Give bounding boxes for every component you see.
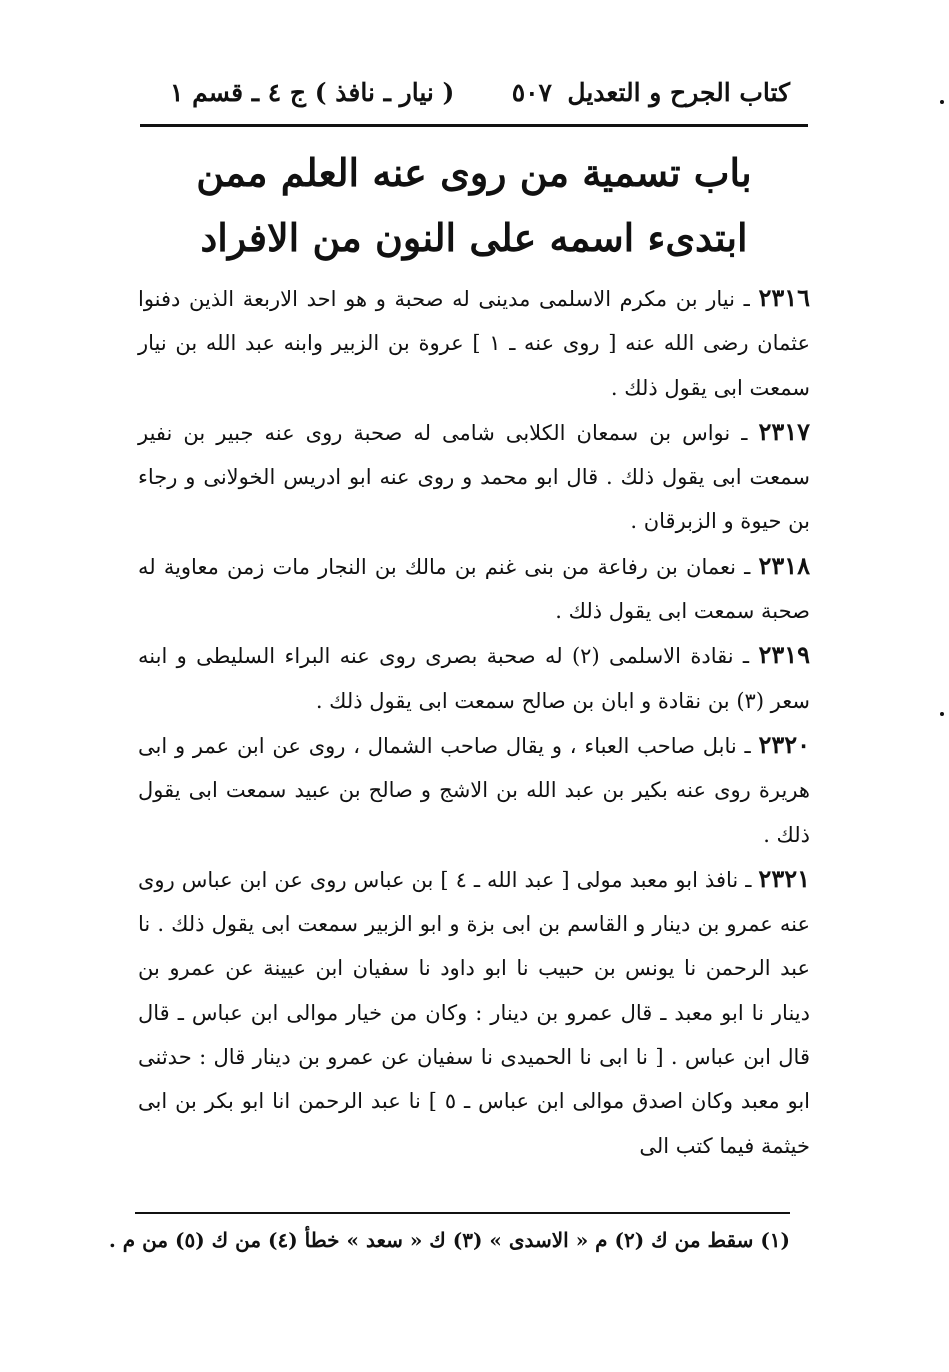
chapter-title-line-1: باب تسمية من روى عنه العلم ممن: [196, 150, 752, 195]
book-title: كتاب الجرح و التعديل: [567, 78, 790, 107]
entry-2319: [138, 633, 810, 723]
entry-text: ـ نابل صاحب العباء ، و يقال صاحب الشمال ، روى عن ابن عمر و ابى هريرة روى عنه بكير بن عبد الله بن الاشج و صالح بن عبيد سمعت ابى يقول ذلك .: [138, 733, 810, 847]
entry-number: ٢٣١٦: [758, 283, 810, 312]
entry-2320: [138, 723, 810, 857]
entry-text: ـ نيار بن مكرم الاسلمى مدينى له صحبة و هو احد الاربعة الذين دفنوا عثمان رضى الله عنه [ روى عنه ـ ١ ] عروة بن الزبير وابنه عبد الله بن نيار سمعت ابى يقول ذلك .: [138, 287, 810, 400]
entry-number: ٢٣١٨: [758, 550, 810, 580]
scan-speck: [940, 100, 944, 104]
entry-text: ـ نافذ ابو معبد مولى [ عبد الله ـ ٤ ] بن عباس روى عن ابن عباس روى عنه عمرو بن دينار و القاسم بن ابى بزة و ابو الزبير سمعت ابى يقول ذلك . نا عبد الرحمن نا يونس بن حبيب نا ابو داود نا سفيان ابن عيينة عن عمرو بن دينار نا ابو معبد ـ قال عمرو بن دينار : وكان من خيار موالى ابن عباس ـ قال قال ابن عباس . [ نا ابى نا الحميدى نا سفيان عن عمرو بن دينار قال : حدثنى ابو معبد وكان اصدق موالى ابن عباس ـ ٥ ] نا عبد الرحمن انا ابو بكر بن ابى خيثمة فيما كتب الى: [138, 867, 810, 1158]
header-rule: [140, 124, 808, 127]
chapter-title-line-2: ابتدىء اسمه على النون من الافراد: [200, 215, 748, 260]
footnotes: (١) سقط من ك (٢) م « الاسدى » (٣) ك « سعد » خطأ (٤) من ك (٥) من م .: [108, 1228, 790, 1252]
entry-2321: [138, 857, 810, 1168]
entry-number: ٢٣٢٠: [758, 729, 810, 759]
entry-2318: [138, 544, 810, 634]
entry-text: ـ نقادة الاسلمى (٢) له صحبة بصرى روى عنه البراء السليطى و ابنه سعر (٣) بن نقادة و ابان بن صالح سمعت ابى يقول ذلك .: [138, 644, 810, 713]
page-number: ٥٠٧: [511, 78, 552, 107]
entry-number: ٢٣١٧: [758, 416, 810, 446]
entry-2316: [138, 276, 810, 410]
entry-number: ٢٣٢١: [758, 863, 810, 893]
running-header: [170, 78, 790, 118]
section-info: ( نيار ـ نافذ ) ج ٤ ـ قسم ١: [170, 78, 455, 107]
entries-list: [138, 276, 810, 1168]
entry-2317: [138, 410, 810, 544]
entry-text: ـ نعمان بن رفاعة من بنى غنم بن مالك بن النجار مات زمن معاوية له صحبة سمعت ابى يقول ذلك .: [138, 554, 810, 624]
entry-number: ٢٣١٩: [758, 640, 810, 670]
entry-text: ـ نواس بن سمعان الكلابى شامى له صحبة روى عنه جبير بن نفير سمعت ابى يقول ذلك . قال ابو محمد و روى عنه ابو ادريس الخولانى و رجاء بن حيوة و الزبرقان .: [138, 420, 810, 534]
scan-speck: [940, 712, 944, 716]
footnote-rule: [135, 1212, 790, 1214]
